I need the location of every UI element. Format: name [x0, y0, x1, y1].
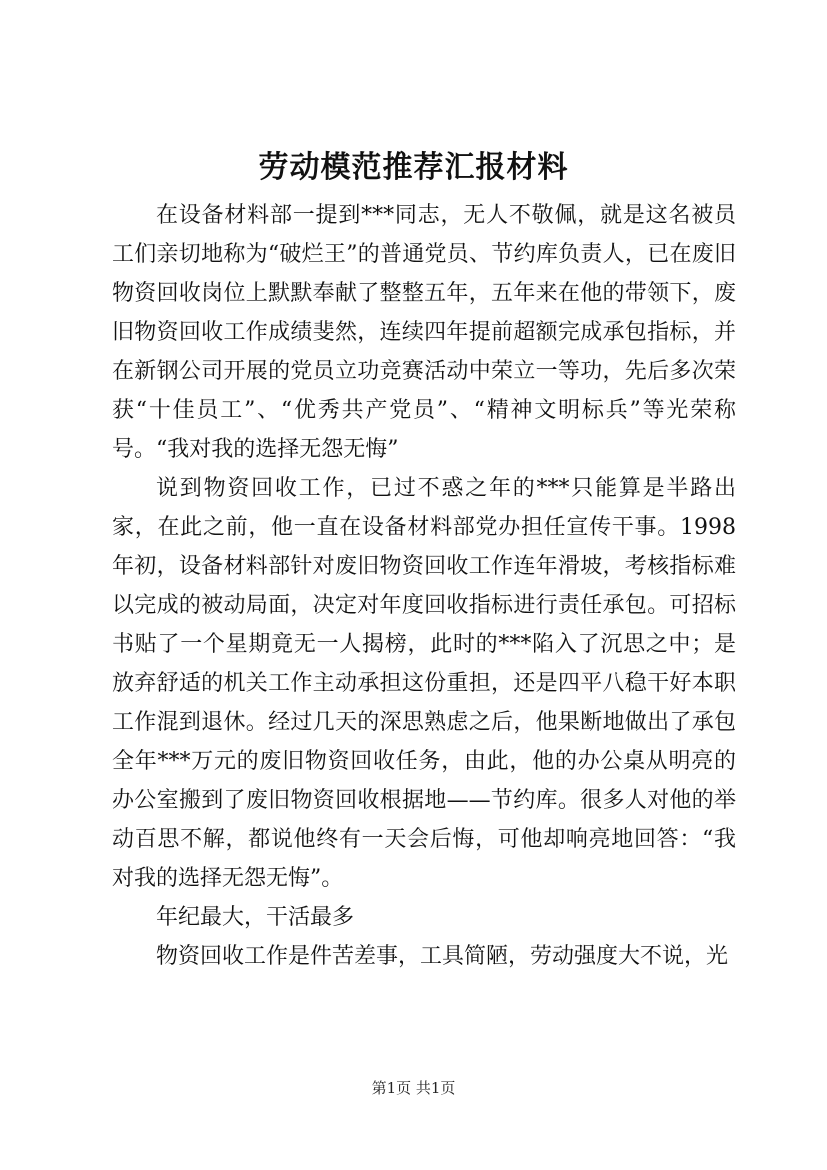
- document-body: [112, 196, 736, 976]
- page-number-footer: 第1页 共1页: [371, 1079, 456, 1097]
- paragraph-4: 物资回收工作是件苦差事，工具简陋，劳动强度大不说，光: [156, 944, 729, 969]
- section-heading-paragraph: 年纪最大，干活最多: [156, 905, 355, 930]
- paragraph-2: 说到物资回收工作，已过不惑之年的***只能算是半路出家，在此之前，他一直在设备材料部党办担任宣传干事。1998年初，设备材料部针对废旧物资回收工作连年滑坡，考核指标难以完成的被动局面，决定对年度回收指标进行责任承包。可招标书贴了一个星期竟无一人揭榜，此时的***陷入了沉思之中；是放弃舒适的机关工作主动承担这份重担，还是四平八稳干好本职工作混到退休。经过几天的深思熟虑之后，他果断地做出了承包全年***万元的废旧物资回收任务，由此，他的办公桌从明亮的办公室搬到了废旧物资回收根据地——节约库。很多人对他的举动百思不解，都说他终有一天会后悔，可他却响亮地回答：“我对我的选择无怨无悔”。: [112, 476, 736, 891]
- document-title: 劳动模范推荐汇报材料: [258, 150, 569, 185]
- paragraph-1: 在设备材料部一提到***同志，无人不敬佩，就是这名被员工们亲切地称为“破烂王”的普通党员、节约库负责人，已在废旧物资回收岗位上默默奉献了整整五年，五年来在他的带领下，废旧物资回收工作成绩斐然，连续四年提前超额完成承包指标，并在新钢公司开展的党员立功竞赛活动中荣立一等功，先后多次荣获“十佳员工”、“优秀共产党员”、“精神文明标兵”等光荣称号。“我对我的选择无怨无悔”: [112, 203, 736, 462]
